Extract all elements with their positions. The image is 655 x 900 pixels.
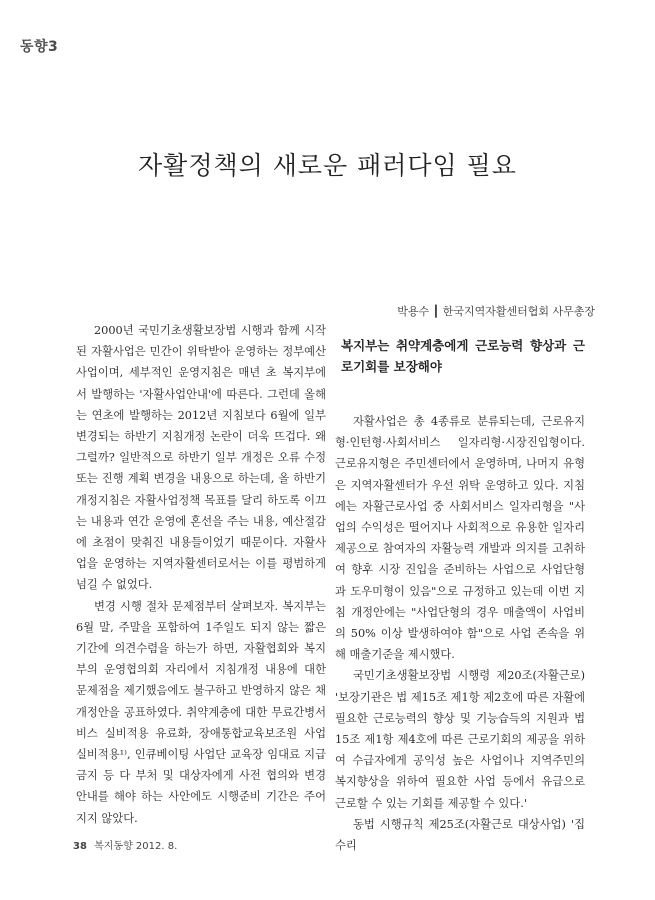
page-number: 38 xyxy=(73,841,87,852)
left-column xyxy=(76,320,326,829)
section-tag: 동향3 xyxy=(20,39,59,55)
body-paragraph: 동법 시행규칙 제25조(자활근로 대상사업) '집수리 xyxy=(335,817,585,853)
page-footer xyxy=(73,837,177,852)
body-paragraph: 자활사업은 총 4종류로 분류되는데, 근로유지형·인턴형·사회서비스 일자리형·시장진입형이다. 근로유지형은 주민센터에서 운영하며, 나머지 유형은 지역자활센터가 우선 위탁 운영하고 있다. 지침에는 자활근로사업 중 사회서비스 일자리형을 "사업의 수익성은 떨어지나 사회적으로 유용한 일자리 제공으로 참여자의 자활능력 개발과 의지를 고취하여 향후 시장 진입을 준비하는 사업으로 사업단형과 도우미형이 있음"으로 규정하고 있는데 이번 지침 개정안에는 "사업단형의 경우 매출액이 사업비의 50% 이상 발생하여야 함"으로 사업 존속을 위해 매출기준을 제시했다. xyxy=(335,415,585,662)
publication-info: 복지동향 2012. 8. xyxy=(94,841,178,852)
body-paragraph: 변경 시행 절차 문제점부터 살펴보자. 복지부는 6월 말, 주말을 포함하여 1주일도 되지 않는 짧은 기간에 의견수렴을 하는가 하면, 자활협회와 복지부의 운영협의회 자리에서 지침개정 내용에 대한 문제점을 제기했음에도 불구하고 반영하지 않은 채 개정안을 공표하였다. 취약계층에 대한 무료간병서비스 실비적용 유료화, 장애통합교육보조원 사업 실비적용¹⁾, 인큐베이팅 사업단 교육장 임대료 지급 금지 등 다 부처 및 대상자에게 사전 협의와 변경 안내를 해야 하는 사안에도 시행준비 기간은 주어지지 않았다. xyxy=(76,599,326,825)
article-title: 자활정책의 새로운 패러다임 필요 xyxy=(138,151,517,180)
body-paragraph: 국민기초생활보장법 시행령 제20조(자활근로) '보장기관은 법 제15조 제1항 제2호에 따른 자활에 필요한 근로능력의 향상 및 기능습득의 지원과 법 15조 제1항 제4호에 따른 근로기회의 제공을 위하여 수급자에게 공익성 높은 사업이나 지역주민의 복지향상을 위하여 필요한 사업 등에서 유급으로 근로할 수 있는 기회를 제공할 수 있다.' xyxy=(335,669,585,810)
right-column xyxy=(335,335,585,856)
body-paragraph: 2000년 국민기초생활보장법 시행과 함께 시작된 자활사업은 민간이 위탁받아 운영하는 정부예산사업이며, 세부적인 운영지침은 매년 초 복지부에서 발행하는 '자활사업안내'에 따른다. 그런데 올해는 연초에 발행하는 2012년 지침보다 6월에 일부 변경되는 하반기 지침개정 논란이 더욱 뜨겁다. 왜 그럴까? 일반적으로 하반기 일부 개정은 오류 수정 또는 진행 계획 변경을 내용으로 하는데, 올 하반기 개정지침은 자활사업정책 목표를 달리 하도록 이끄는 내용과 연간 운영에 혼선을 주는 내용, 예산절감에 초점이 맞춰진 내용들이었기 때문이다. 자활사업을 운영하는 지역자활센터로서는 이를 평범하게 넘길 수 없었다. xyxy=(76,324,326,592)
author-byline: 박용수 ┃ 한국지역자활센터협회 사무총장 xyxy=(397,305,595,318)
section-subheading: 복지부는 취약계층에게 근로능력 향상과 근로기회를 보장해야 xyxy=(341,338,585,374)
